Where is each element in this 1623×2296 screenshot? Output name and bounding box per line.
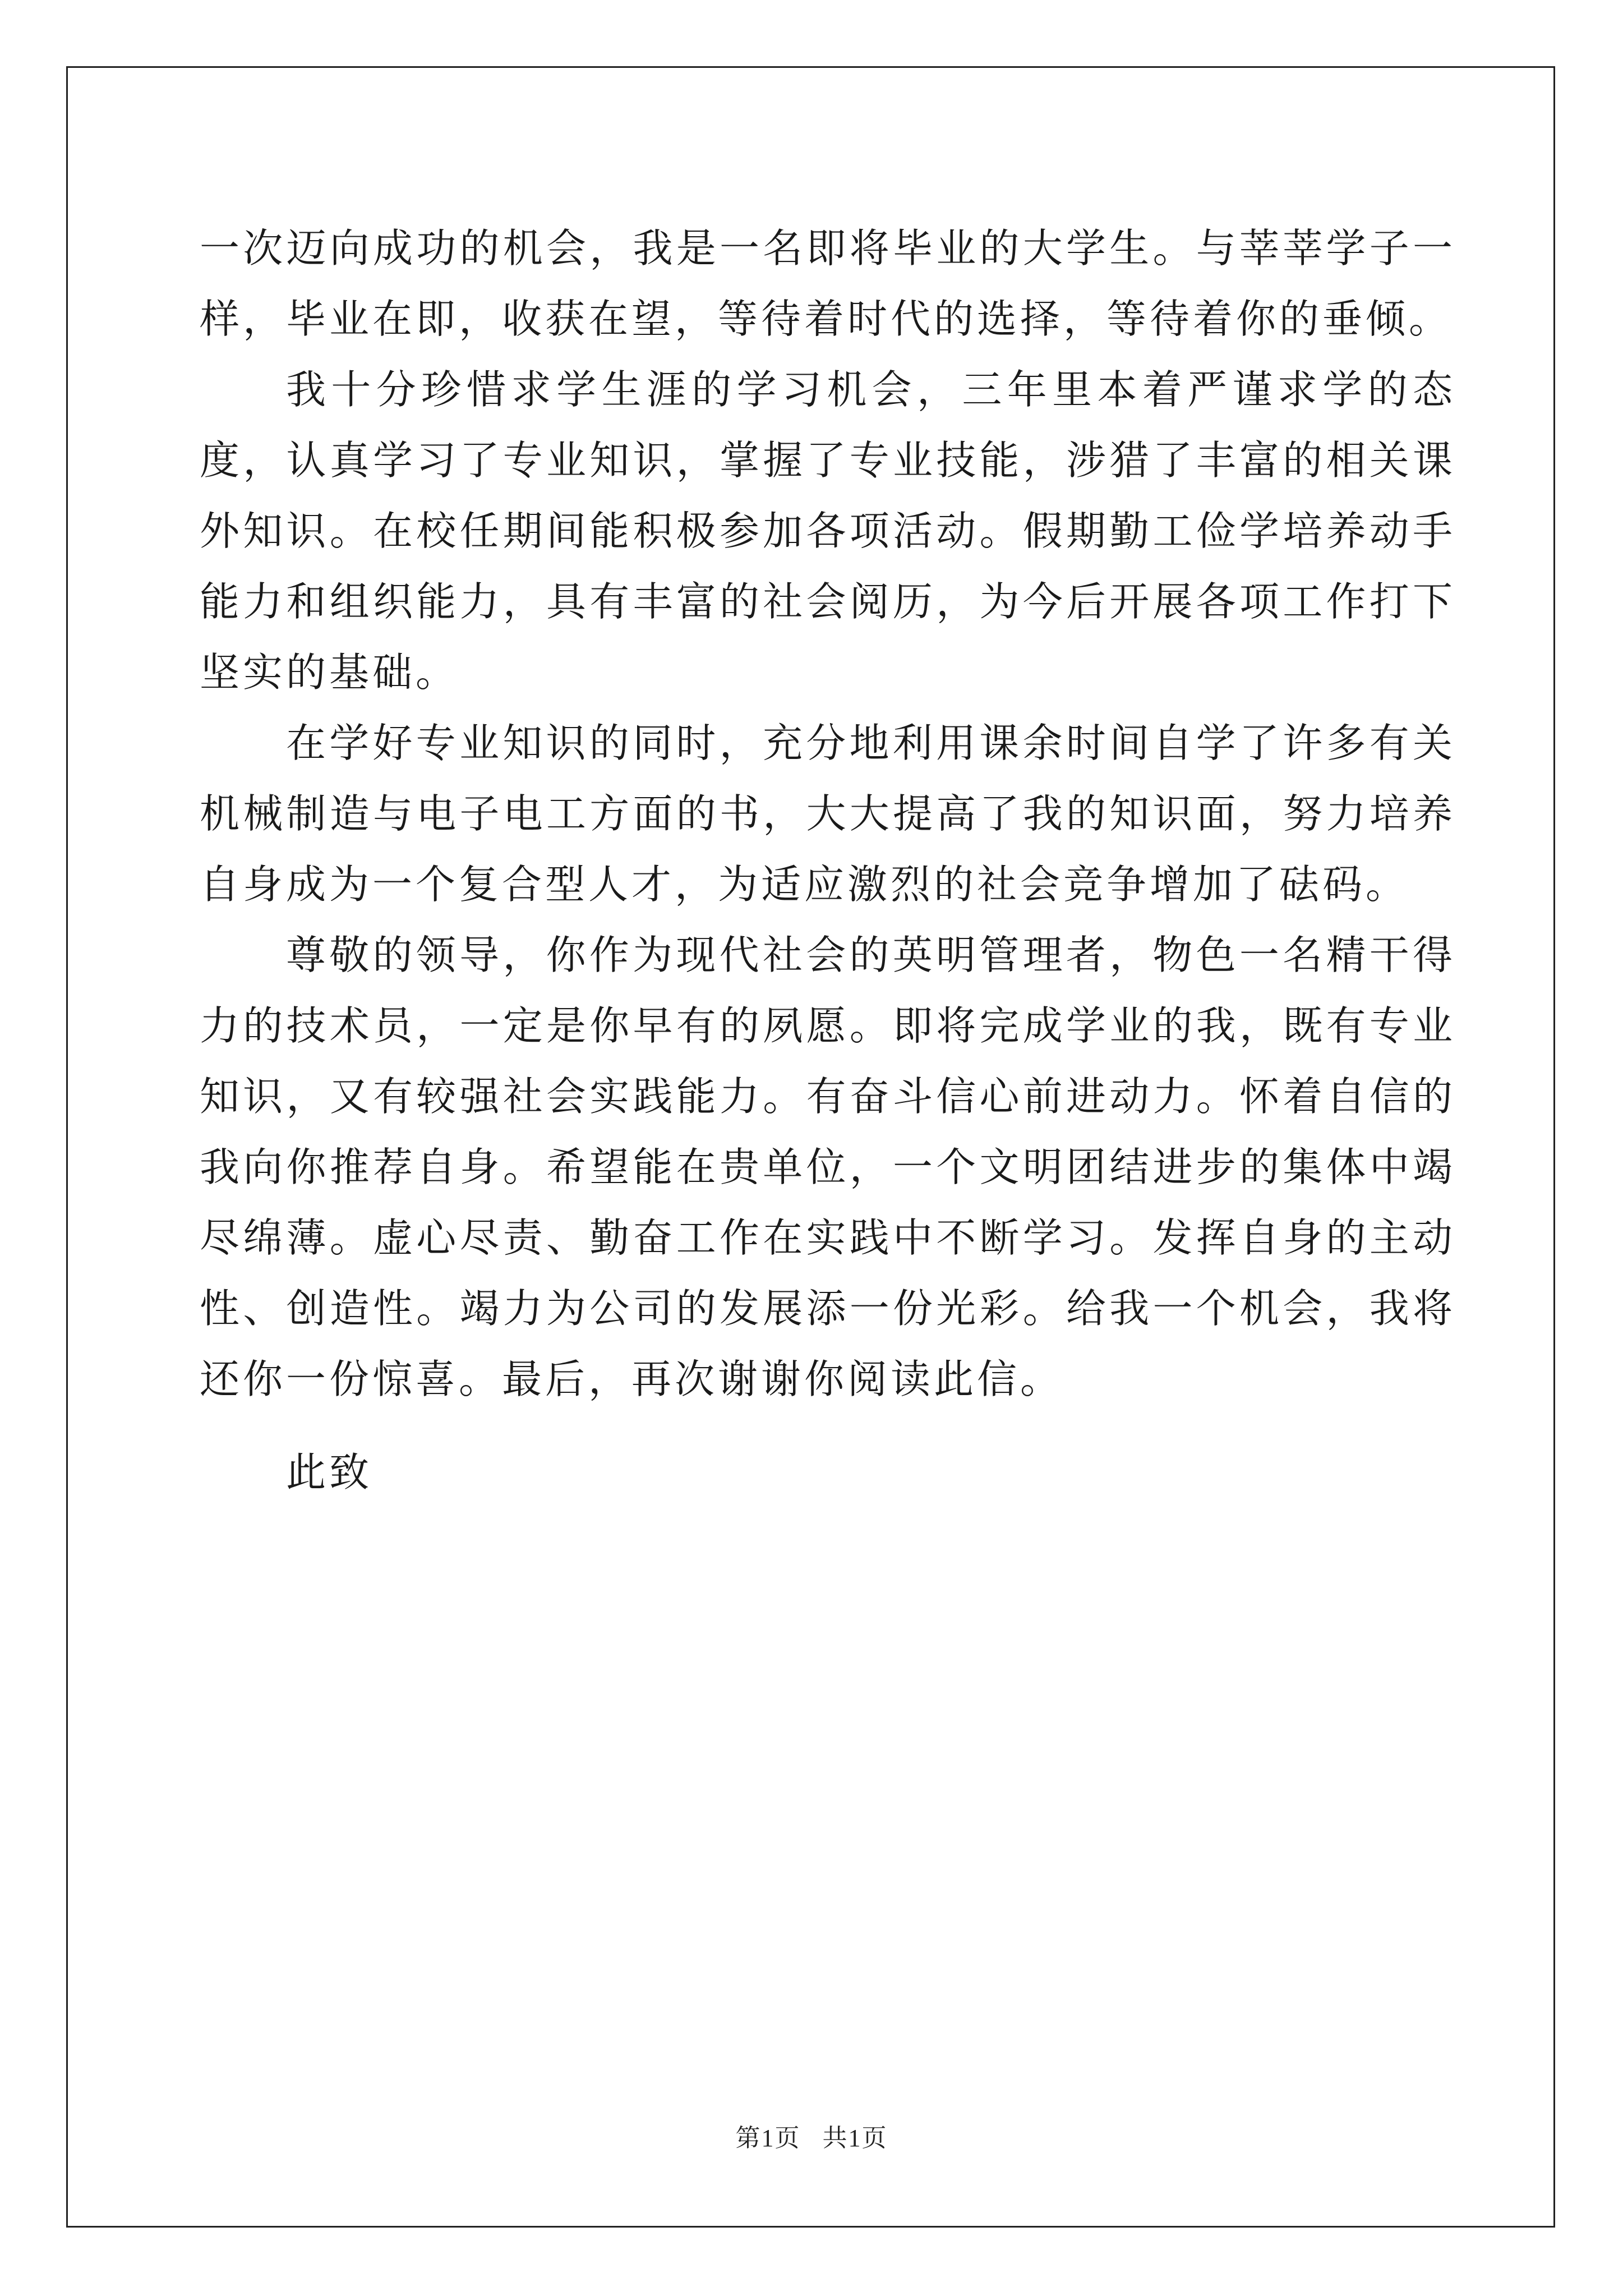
paragraph: 尊敬的领导，你作为现代社会的英明管理者，物色一名精干得力的技术员，一定是你早有的夙愿。即将完成学业的我，既有专业知识，又有较强社会实践能力。有奋斗信心前进动力。怀着自信的我向你推荐自身。希望能在贵单位，一个文明团结进步的集体中竭尽绵薄。虚心尽责、勤奋工作在实践中不断学习。发挥自身的主动性、创造性。竭力为公司的发展添一份光彩。给我一个机会，我将还你一份惊喜。最后，再次谢谢你阅读此信。 (200, 932, 1456, 1402)
total-pages: 共1页 (822, 2124, 888, 2152)
paragraph: 一次迈向成功的机会，我是一名即将毕业的大学生。与莘莘学子一样，毕业在即，收获在望，等待着时代的选择，等待着你的垂倾。 (200, 225, 1456, 342)
page-number: 第1页 (735, 2124, 801, 2152)
letter-body (200, 213, 1456, 1508)
closing-salutation: 此致 (286, 1449, 373, 1496)
paragraph: 我十分珍惜求学生涯的学习机会，三年里本着严谨求学的态度，认真学习了专业知识，掌握了专业技能，涉猎了丰富的相关课外知识。在校任期间能积极参加各项活动。假期勤工俭学培养动手能力和组织能力，具有丰富的社会阅历，为今后开展各项工作打下坚实的基础。 (200, 366, 1456, 696)
paragraph: 在学好专业知识的同时，充分地利用课余时间自学了许多有关机械制造与电子电工方面的书，大大提高了我的知识面，努力培养自身成为一个复合型人才，为适应激烈的社会竞争增加了砝码。 (200, 720, 1456, 908)
page-footer (0, 2118, 1623, 2154)
